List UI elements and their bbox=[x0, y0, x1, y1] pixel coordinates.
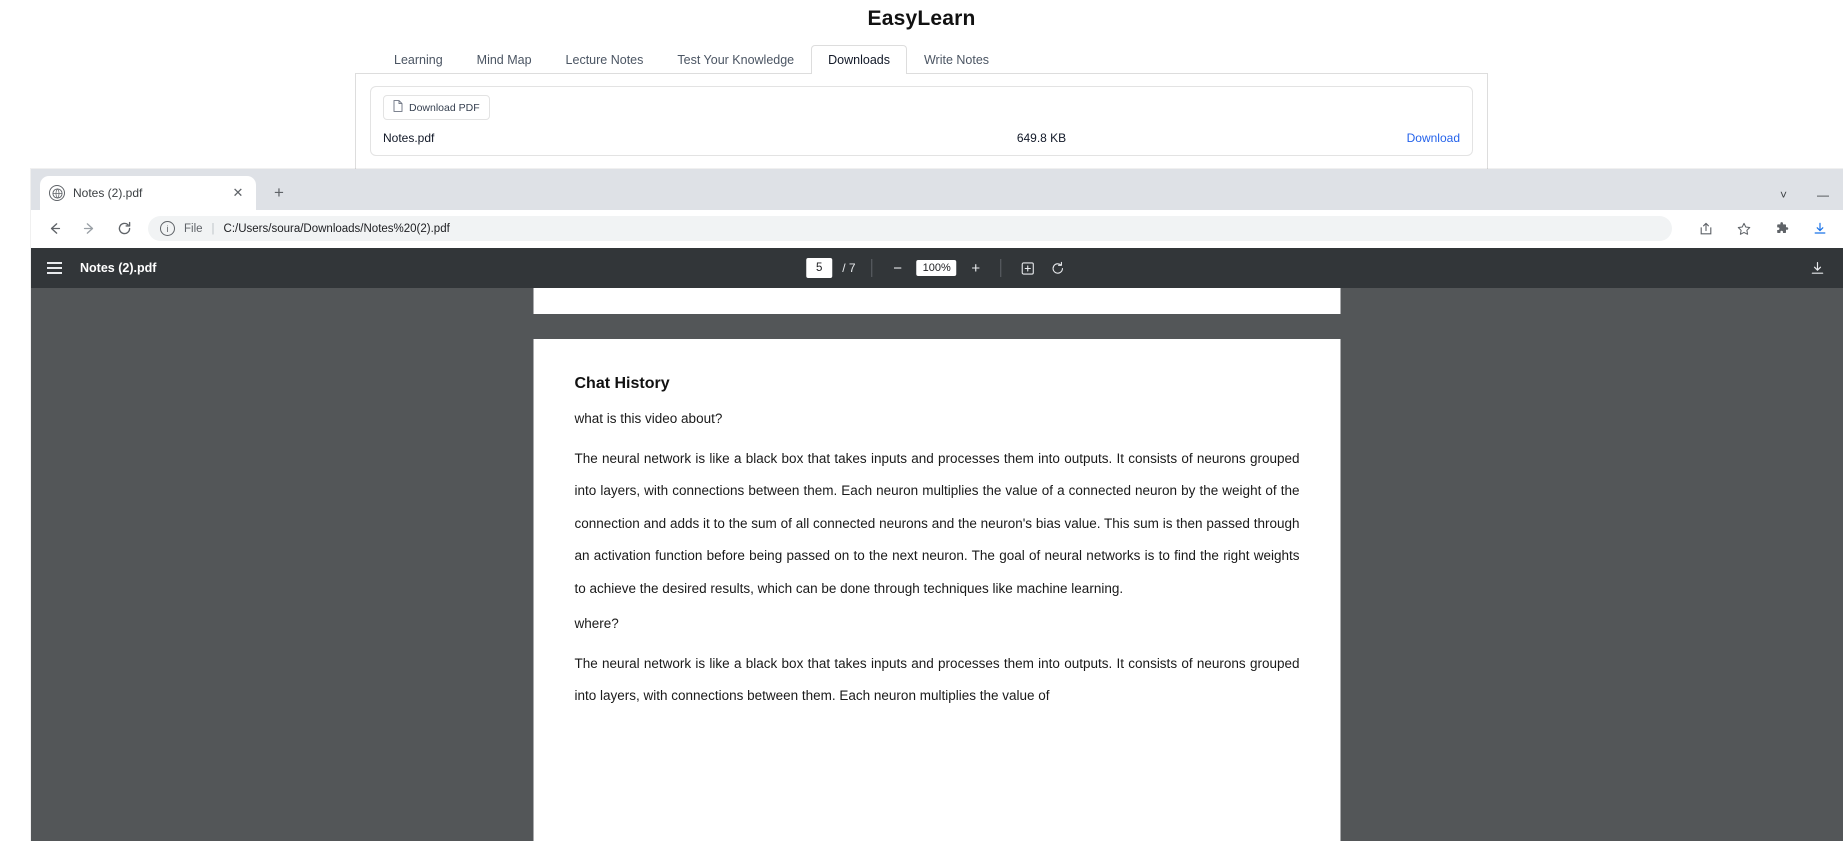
download-icon[interactable] bbox=[1809, 218, 1831, 240]
zoom-level-value[interactable]: 100% bbox=[917, 260, 957, 276]
download-pdf-chip-label: Download PDF bbox=[409, 101, 480, 114]
download-file-card bbox=[370, 86, 1473, 156]
pdf-document-title: Notes (2).pdf bbox=[80, 261, 157, 275]
download-link[interactable]: Download bbox=[1406, 131, 1460, 145]
forward-arrow-icon[interactable] bbox=[78, 218, 100, 240]
fit-page-icon[interactable] bbox=[1018, 258, 1038, 278]
pdf-viewer-toolbar bbox=[31, 248, 1843, 288]
pdf-page-previous bbox=[534, 288, 1341, 314]
page-total-label: / 7 bbox=[842, 261, 856, 275]
tab-learning[interactable]: Learning bbox=[394, 53, 443, 67]
close-icon[interactable]: ✕ bbox=[232, 185, 244, 200]
info-icon[interactable]: i bbox=[160, 221, 175, 236]
tab-mind-map[interactable]: Mind Map bbox=[476, 53, 532, 67]
tab-lecture-notes[interactable]: Lecture Notes bbox=[565, 53, 644, 67]
address-bar-url: C:/Users/soura/Downloads/Notes%20(2).pdf bbox=[223, 222, 450, 235]
reload-icon[interactable] bbox=[113, 218, 135, 240]
app-tab-bar bbox=[355, 45, 1488, 74]
browser-toolbar bbox=[31, 210, 1843, 248]
globe-icon bbox=[49, 185, 65, 201]
file-name: Notes.pdf bbox=[383, 131, 435, 145]
hamburger-menu-icon[interactable] bbox=[47, 262, 62, 273]
toolbar-divider bbox=[872, 259, 873, 277]
minimize-icon[interactable]: — bbox=[1817, 188, 1829, 202]
chrome-browser-window bbox=[31, 169, 1843, 841]
pdf-page-controls bbox=[806, 258, 1067, 278]
window-controls bbox=[1780, 189, 1829, 201]
tab-test-your-knowledge[interactable]: Test Your Knowledge bbox=[677, 53, 795, 67]
page-title: EasyLearn bbox=[867, 7, 976, 30]
tab-write-notes[interactable]: Write Notes bbox=[923, 53, 990, 67]
omnibox-divider: | bbox=[211, 222, 215, 235]
url-scheme-label: File bbox=[184, 222, 203, 235]
plus-icon[interactable]: + bbox=[274, 183, 284, 202]
toolbar-actions bbox=[1685, 218, 1831, 240]
pdf-answer-1: The neural network is like a black box that takes inputs and processes them into outputs. It consists of neurons grouped into layers, with connections between them. Each neuron multiplies the value of a connected neuron by the weight of the connection and adds it to the sum of all connected neurons and the neuron's bias value. This sum is then passed through an activation function before being passed on to the next neuron. The goal of neural networks is to find the right weights to achieve the desired results, which can be done through techniques like machine learning. bbox=[574, 451, 1300, 596]
pdf-page-current bbox=[534, 339, 1341, 841]
star-icon[interactable] bbox=[1733, 218, 1755, 240]
browser-tab-title: Notes (2).pdf bbox=[73, 186, 143, 200]
download-pdf-chip[interactable] bbox=[383, 95, 490, 120]
pdf-answer-2: The neural network is like a black box that takes inputs and processes them into outputs. It consists of neurons grouped into layers, with connections between them. Each neuron multiplies the value of bbox=[574, 655, 1300, 704]
minus-icon[interactable]: − bbox=[893, 259, 902, 277]
browser-tab-strip bbox=[31, 169, 1843, 210]
rotate-icon[interactable] bbox=[1048, 258, 1068, 278]
file-size: 649.8 KB bbox=[1016, 131, 1067, 145]
page-number-input[interactable] bbox=[806, 258, 832, 278]
download-icon[interactable] bbox=[1807, 258, 1827, 278]
tab-downloads[interactable]: Downloads bbox=[811, 45, 907, 74]
pdf-heading: Chat History bbox=[574, 375, 670, 392]
address-bar[interactable] bbox=[148, 216, 1672, 241]
toolbar-divider-2 bbox=[1001, 259, 1002, 277]
back-arrow-icon[interactable] bbox=[43, 218, 65, 240]
pdf-question-1: what is this video about? bbox=[574, 411, 723, 426]
chevron-down-icon[interactable]: ˅ bbox=[1779, 188, 1787, 202]
pdf-page-area[interactable] bbox=[31, 288, 1843, 841]
puzzle-piece-icon[interactable] bbox=[1771, 218, 1793, 240]
plus-icon[interactable]: + bbox=[971, 259, 981, 277]
file-row bbox=[383, 131, 1460, 145]
document-icon bbox=[393, 100, 403, 115]
browser-tab[interactable] bbox=[40, 176, 256, 210]
pdf-toolbar-actions bbox=[1807, 258, 1827, 278]
pdf-question-2: where? bbox=[574, 615, 619, 631]
share-icon[interactable] bbox=[1695, 218, 1717, 240]
